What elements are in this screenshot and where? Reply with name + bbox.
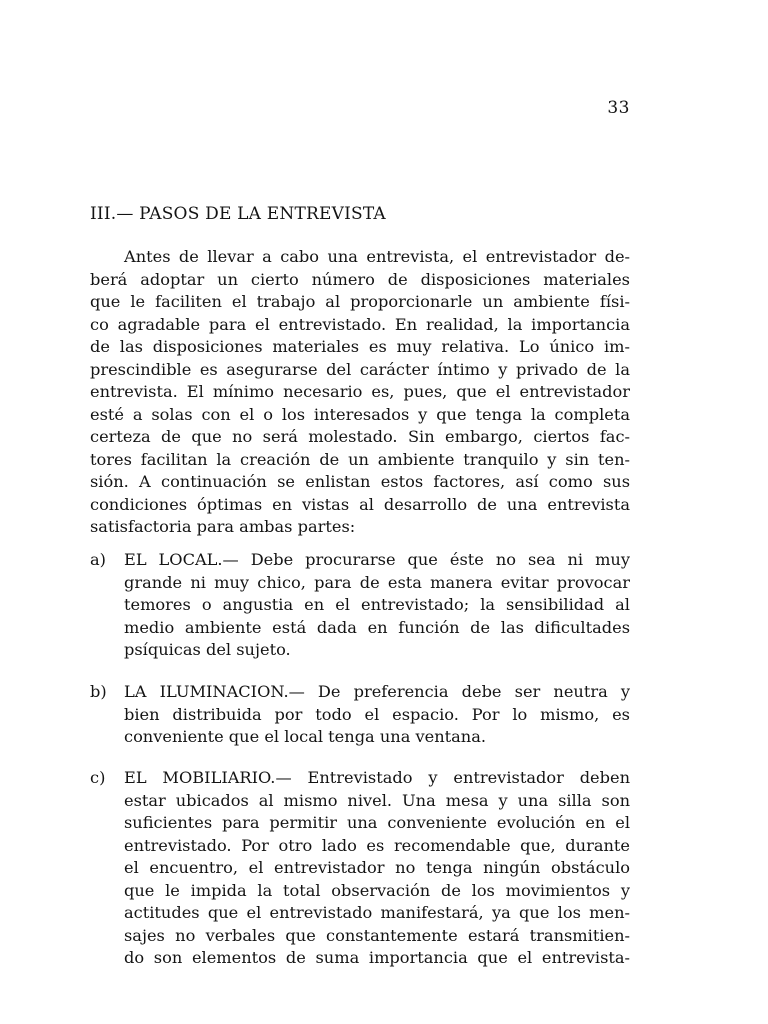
list-item-iluminacion [90, 681, 630, 749]
list-item-line: psíquicas del sujeto. [124, 640, 291, 659]
paragraph-line: de las disposiciones materiales es muy relativa. Lo único im- [90, 337, 630, 356]
list-marker: b) [90, 682, 107, 701]
list-item-line: el encuentro, el entrevistador no tenga ningún obstáculo [124, 858, 630, 877]
paragraph-line: berá adoptar un cierto número de disposiciones materiales [90, 269, 630, 289]
page-number: 33 [607, 98, 630, 118]
list-item-line: do son elementos de suma importancia que el entrevista- [124, 948, 630, 967]
list-item-line: EL MOBILIARIO.— Entrevistado y entrevistador deben [124, 768, 630, 787]
list-item-local [90, 549, 630, 662]
paragraph-line: satisfactoria para ambas partes: [90, 517, 356, 536]
list-item-line: LA ILUMINACION.— De preferencia debe ser neutra y [124, 682, 630, 701]
list-item-line: EL LOCAL.— Debe procurarse que éste no sea ni muy [124, 550, 630, 569]
intro-paragraph [90, 246, 630, 539]
section-title: III.— PASOS DE LA ENTREVISTA [90, 204, 386, 224]
paragraph-line: co agradable para el entrevistado. En realidad, la importancia [90, 314, 630, 334]
list-item-line: estar ubicados al mismo nivel. Una mesa y una silla son [124, 790, 630, 810]
list-item-line: medio ambiente está dada en función de las dificultades [124, 617, 630, 637]
list-item-mobiliario [90, 767, 630, 970]
list-item-line: que le impida la total observación de los movimientos y [124, 880, 630, 900]
paragraph-line: esté a solas con el o los interesados y que tenga la completa [90, 404, 630, 424]
paragraph-line: condiciones óptimas en vistas al desarrollo de una entrevista [90, 494, 630, 514]
paragraph-line: entrevista. El mínimo necesario es, pues, que el entrevistador [90, 382, 630, 401]
list-item-line: temores o angustia en el entrevistado; la sensibilidad al [124, 595, 630, 614]
list-item-line: conveniente que el local tenga una ventana. [124, 727, 487, 746]
list-item-line: actitudes que el entrevistado manifestará, ya que los men- [124, 903, 630, 922]
list-item-line: entrevistado. Por otro lado es recomendable que, durante [124, 835, 630, 855]
list-marker: a) [90, 550, 106, 569]
paragraph-line: prescindible es asegurarse del carácter íntimo y privado de la [90, 359, 630, 379]
list-item-line: grande ni muy chico, para de esta manera evitar provocar [124, 572, 630, 592]
paragraph-line: Antes de llevar a cabo una entrevista, el entrevistador de- [124, 247, 630, 266]
paragraph-line: certeza de que no será molestado. Sin embargo, ciertos fac- [90, 427, 630, 446]
list-item-line: suficientes para permitir una conveniente evolución en el [124, 813, 630, 832]
list-item-line: bien distribuida por todo el espacio. Por lo mismo, es [124, 704, 630, 724]
paragraph-line: tores facilitan la creación de un ambiente tranquilo y sin ten- [90, 449, 630, 469]
paragraph-line: sión. A continuación se enlistan estos factores, así como sus [90, 472, 630, 491]
list-marker: c) [90, 768, 106, 787]
list-item-line: sajes no verbales que constantemente estará transmitien- [124, 925, 630, 945]
paragraph-line: que le faciliten el trabajo al proporcionarle un ambiente físi- [90, 292, 630, 311]
